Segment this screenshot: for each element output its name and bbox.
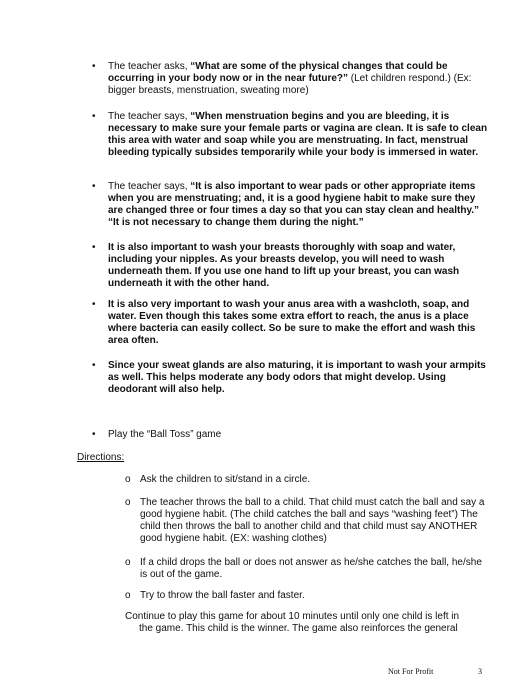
sub-bullet-marker: o (125, 590, 131, 601)
sub-bullet-marker: o (125, 474, 131, 485)
direction-item-1: Ask the children to sit/stand in a circle. (140, 474, 311, 485)
para-text: The teacher asks, (108, 61, 191, 72)
direction-item-4: Try to throw the ball faster and faster. (140, 590, 305, 601)
bullet-paragraph-2 (108, 111, 490, 159)
bullet-paragraph-6 (108, 360, 490, 396)
para-bold-text: It is also very important to wash your anus area with a washcloth, soap, and water. Even though this takes some extra effort to reach, the anus is a place where bacteria can easily collect. So be sure to make the effort and wash this area often. (108, 299, 476, 346)
page-number: 3 (478, 667, 482, 676)
para-bold-text: Since your sweat glands are also maturing, it is important to wash your armpits as well. This helps moderate any body odors that might develop. Using deodorant will also help. (108, 360, 486, 395)
bullet-marker: • (92, 61, 96, 72)
para-bold-text: “When menstruation begins and you are bleeding, it is necessary to make sure your female parts or vagina are clean. It is safe to clean this area with water and soap while you are menstruating. In fact, menstrual bleeding typically subsides temporarily while your body is immersed in water. (108, 111, 488, 158)
para-text: Play the “Ball Toss” game (108, 429, 222, 440)
bullet-paragraph-1 (108, 61, 490, 97)
para-bold-text: “What are some of the physical changes that could be occurring in your body now or in the near future?” (108, 61, 448, 84)
continuation-line: Continue to play this game for about 10 minutes until only one child is left in (125, 611, 460, 622)
bullet-marker: • (92, 242, 96, 253)
bullet-marker: • (92, 429, 96, 440)
para-text: The teacher says, (108, 111, 191, 122)
para-bold-text: It is also important to wash your breasts thoroughly with soap and water, including your nipples. As your breasts develop, you will need to wash underneath them. If you use one hand to lift up your breast, you can wash underneath it with the other hand. (108, 242, 460, 289)
continuation-paragraph (125, 611, 490, 635)
bullet-paragraph-5 (108, 299, 490, 347)
bullet-paragraph-4 (108, 242, 490, 290)
bullet-paragraph-7 (108, 429, 490, 441)
sub-bullet-marker: o (125, 557, 131, 568)
para-text: (Let children respond.) (Ex: bigger breasts, menstruation, sweating more) (108, 73, 472, 96)
bullet-paragraph-3 (108, 181, 490, 229)
bullet-marker: • (92, 111, 96, 122)
sub-bullet-marker: o (125, 497, 131, 508)
footer-text: Not For Profit (388, 667, 434, 676)
direction-item-3: If a child drops the ball or does not answer as he/she catches the ball, he/she is out of the game. (140, 557, 482, 580)
bullet-marker: • (92, 181, 96, 192)
direction-item-2: The teacher throws the ball to a child. That child must catch the ball and say a good hygiene habit. (The child catches the ball and says “washing feet”) The child then throws the ball to another child and that child must say ANOTHER good hygiene habit. (EX: washing clothes) (140, 497, 485, 544)
para-bold-text: “It is also important to wear pads or other appropriate items when you are menstruating; and, it is a good hygiene habit to make sure they are changed three or four times a day so that you can stay clean and healthy.” “It is not necessary to change them during the night.” (108, 181, 480, 228)
bullet-marker: • (92, 360, 96, 371)
directions-heading: Directions: (77, 452, 125, 463)
continuation-line: the game. This child is the winner. The game also reinforces the general (139, 623, 458, 634)
bullet-marker: • (92, 299, 96, 310)
para-text: The teacher says, (108, 181, 191, 192)
